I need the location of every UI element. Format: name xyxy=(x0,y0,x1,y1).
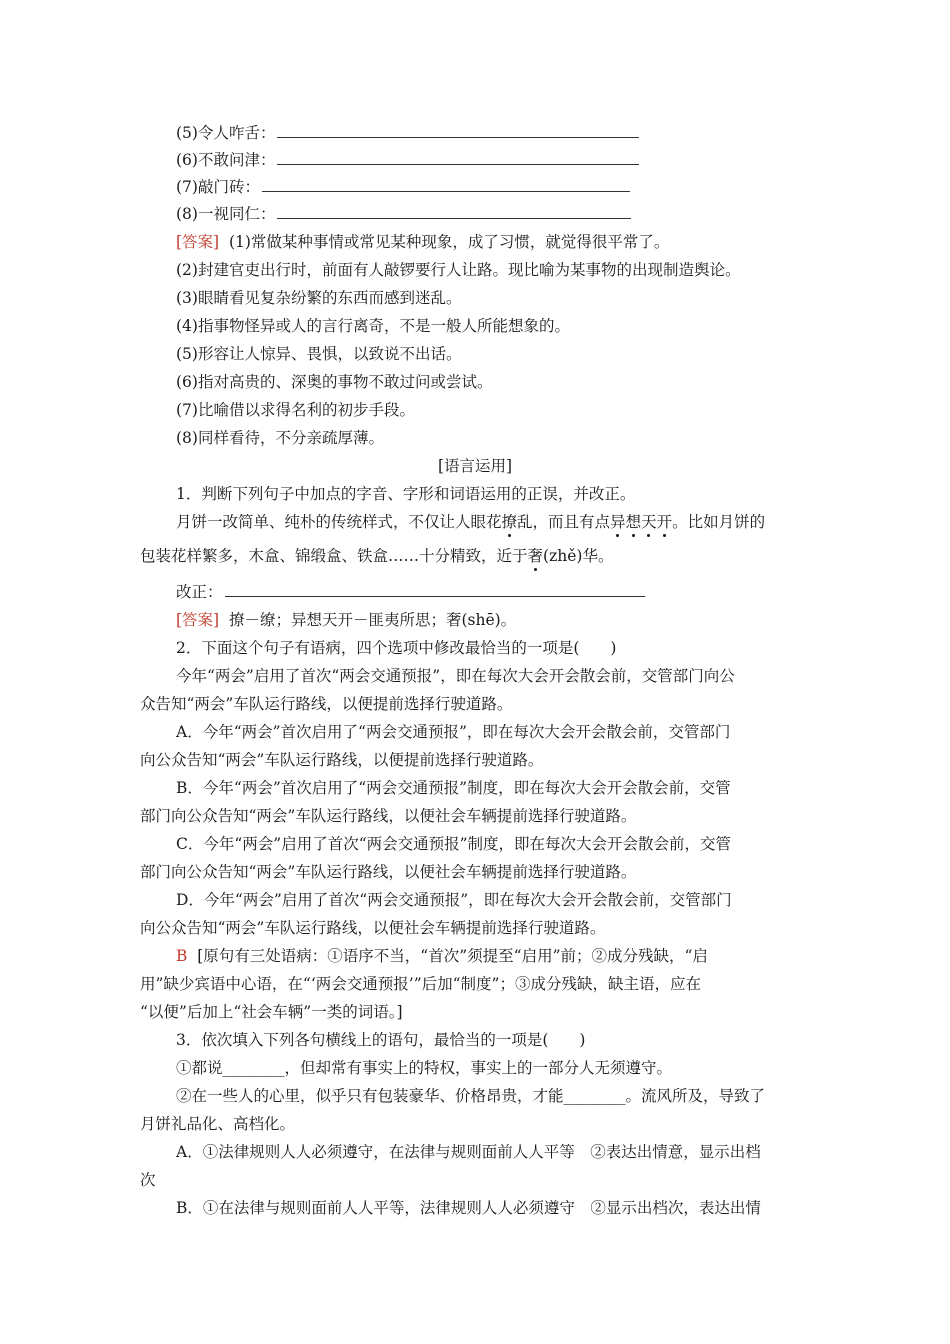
fill-item-label: (5)令人咋舌： xyxy=(176,124,276,142)
dotted-char: 想 xyxy=(625,513,642,531)
passage-text: 。比如月饼的 xyxy=(672,513,766,531)
q3-option-b-line-1: B．①在法律与规则面前人人平等，法律规则人人必须遵守 ②显示出档次，表达出情 xyxy=(176,1199,761,1217)
q1-fix-line xyxy=(176,582,645,602)
q2-option-b-line-1: B．今年“两会”首次启用了“两会交通预报”制度，即在每次大会开会散会前，交管 xyxy=(176,779,731,797)
q2-option-b-line-2: 部门向公众告知“两会”车队运行路线，以便社会车辆提前选择行驶道路。 xyxy=(140,807,637,825)
q1-stem: 1．判断下列句子中加点的字音、字形和词语运用的正误，并改正。 xyxy=(176,485,636,503)
answer-line-2: (2)封建官吏出行时，前面有人敲锣要行人让路。现比喻为某事物的出现制造舆论。 xyxy=(176,261,741,279)
q3-stem: 3．依次填入下列各句横线上的语句，最恰当的一项是( ) xyxy=(176,1031,586,1049)
answer-tag: [答案] xyxy=(176,233,220,251)
q3-sentence-1: ①都说________，但却常有事实上的特权，事实上的一部分人无须遵守。 xyxy=(176,1059,673,1077)
q1-answer xyxy=(176,610,516,630)
q3-option-a-line-2: 次 xyxy=(140,1171,156,1189)
q2-option-c-line-1: C．今年“两会”启用了首次“两会交通预报”制度，即在每次大会开会散会前，交管 xyxy=(176,835,732,853)
q2-stem: 2．下面这个句子有语病，四个选项中修改最恰当的一项是( ) xyxy=(176,639,617,657)
fix-label: 改正： xyxy=(176,583,223,601)
passage-text: (zhě)华。 xyxy=(543,547,614,565)
dotted-char: 奢 xyxy=(527,547,544,565)
answer-tag: [答案] xyxy=(176,611,220,629)
answer-line-5: (5)形容让人惊异、畏惧，以致说不出话。 xyxy=(176,345,462,363)
dotted-char: 异 xyxy=(610,513,626,531)
dotted-char: 开 xyxy=(656,513,673,531)
q2-explanation-line-2: 用”缺少宾语中心语，在“‘两会交通预报’”后加“制度”；③成分残缺，缺主语，应在 xyxy=(140,975,701,993)
q2-option-a-line-1: A．今年“两会”首次启用了“两会交通预报”，即在每次大会开会散会前，交管部门 xyxy=(176,723,731,741)
q2-sentence-line-1: 今年“两会”启用了首次“两会交通预报”，即在每次大会开会散会前，交管部门向公 xyxy=(176,667,735,685)
q2-option-d-line-1: D．今年“两会”启用了首次“两会交通预报”，即在每次大会开会散会前，交管部门 xyxy=(176,891,732,909)
q1-passage-line-2 xyxy=(140,546,613,566)
answer-text: (1)常做某种事情或常见某种现象，成了习惯，就觉得很平常了。 xyxy=(228,233,670,251)
answer-line-1 xyxy=(176,232,669,252)
q2-option-a-line-2: 向公众告知“两会”车队运行路线，以便提前选择行驶道路。 xyxy=(140,751,544,769)
answer-blank xyxy=(277,123,639,138)
answer-blank xyxy=(277,204,631,219)
passage-text: 包装花样繁多，木盒、锦缎盒、铁盒……十分精致，近于 xyxy=(140,547,528,565)
q1-passage-line-1 xyxy=(176,512,765,532)
fill-item-6 xyxy=(176,150,639,170)
fill-item-label: (7)敲门砖： xyxy=(176,178,260,196)
answer-blank xyxy=(277,150,639,165)
fill-item-8 xyxy=(176,204,631,224)
passage-text: 乱，而且有点 xyxy=(517,513,611,531)
explanation-text: [原句有三处语病：①语序不当，“首次”须提至“启用”前；②成分残缺，“启 xyxy=(197,947,708,965)
q2-option-d-line-2: 向公众告知“两会”车队运行路线，以便社会车辆提前选择行驶道路。 xyxy=(140,919,606,937)
answer-letter: B xyxy=(176,947,188,965)
q2-explanation-line-1 xyxy=(176,946,708,966)
fill-item-5 xyxy=(176,123,639,143)
q2-option-c-line-2: 部门向公众告知“两会”车队运行路线，以便社会车辆提前选择行驶道路。 xyxy=(140,863,637,881)
answer-line-3: (3)眼睛看见复杂纷繁的东西而感到迷乱。 xyxy=(176,289,462,307)
fill-item-7 xyxy=(176,177,630,197)
answer-line-6: (6)指对高贵的、深奥的事物不敢过问或尝试。 xyxy=(176,373,493,391)
fill-item-label: (8)一视同仁： xyxy=(176,205,276,223)
q3-sentence-2-line-1: ②在一些人的心里，似乎只有包装豪华、价格昂贵，才能________。流风所及，导致了 xyxy=(176,1087,766,1105)
q3-sentence-2-line-2: 月饼礼品化、高档化。 xyxy=(140,1115,296,1133)
dotted-phrase xyxy=(610,513,672,531)
answer-blank xyxy=(262,177,630,192)
section-title: [语言运用] xyxy=(437,457,513,475)
answer-line-7: (7)比喻借以求得名利的初步手段。 xyxy=(176,401,415,419)
answer-line-8: (8)同样看待，不分亲疏厚薄。 xyxy=(176,429,384,447)
q2-sentence-line-2: 众告知“两会”车队运行路线，以便提前选择行驶道路。 xyxy=(140,695,513,713)
answer-line-4: (4)指事物怪异或人的言行离奇，不是一般人所能想象的。 xyxy=(176,317,570,335)
passage-text: 月饼一改简单、纯朴的传统样式，不仅让人眼花 xyxy=(176,513,502,531)
dotted-char: 天 xyxy=(641,513,657,531)
answer-text: 撩－缭；异想天开－匪夷所思；奢(shē)。 xyxy=(228,611,517,629)
q3-option-a-line-1: A．①法律规则人人必须遵守，在法律与规则面前人人平等 ②表达出情意，显示出档 xyxy=(176,1143,761,1161)
q2-explanation-line-3: “以便”后加上“社会车辆”一类的词语。] xyxy=(140,1003,403,1021)
fill-item-label: (6)不敢问津： xyxy=(176,151,276,169)
answer-blank xyxy=(225,582,645,597)
dotted-char: 撩 xyxy=(501,513,518,531)
